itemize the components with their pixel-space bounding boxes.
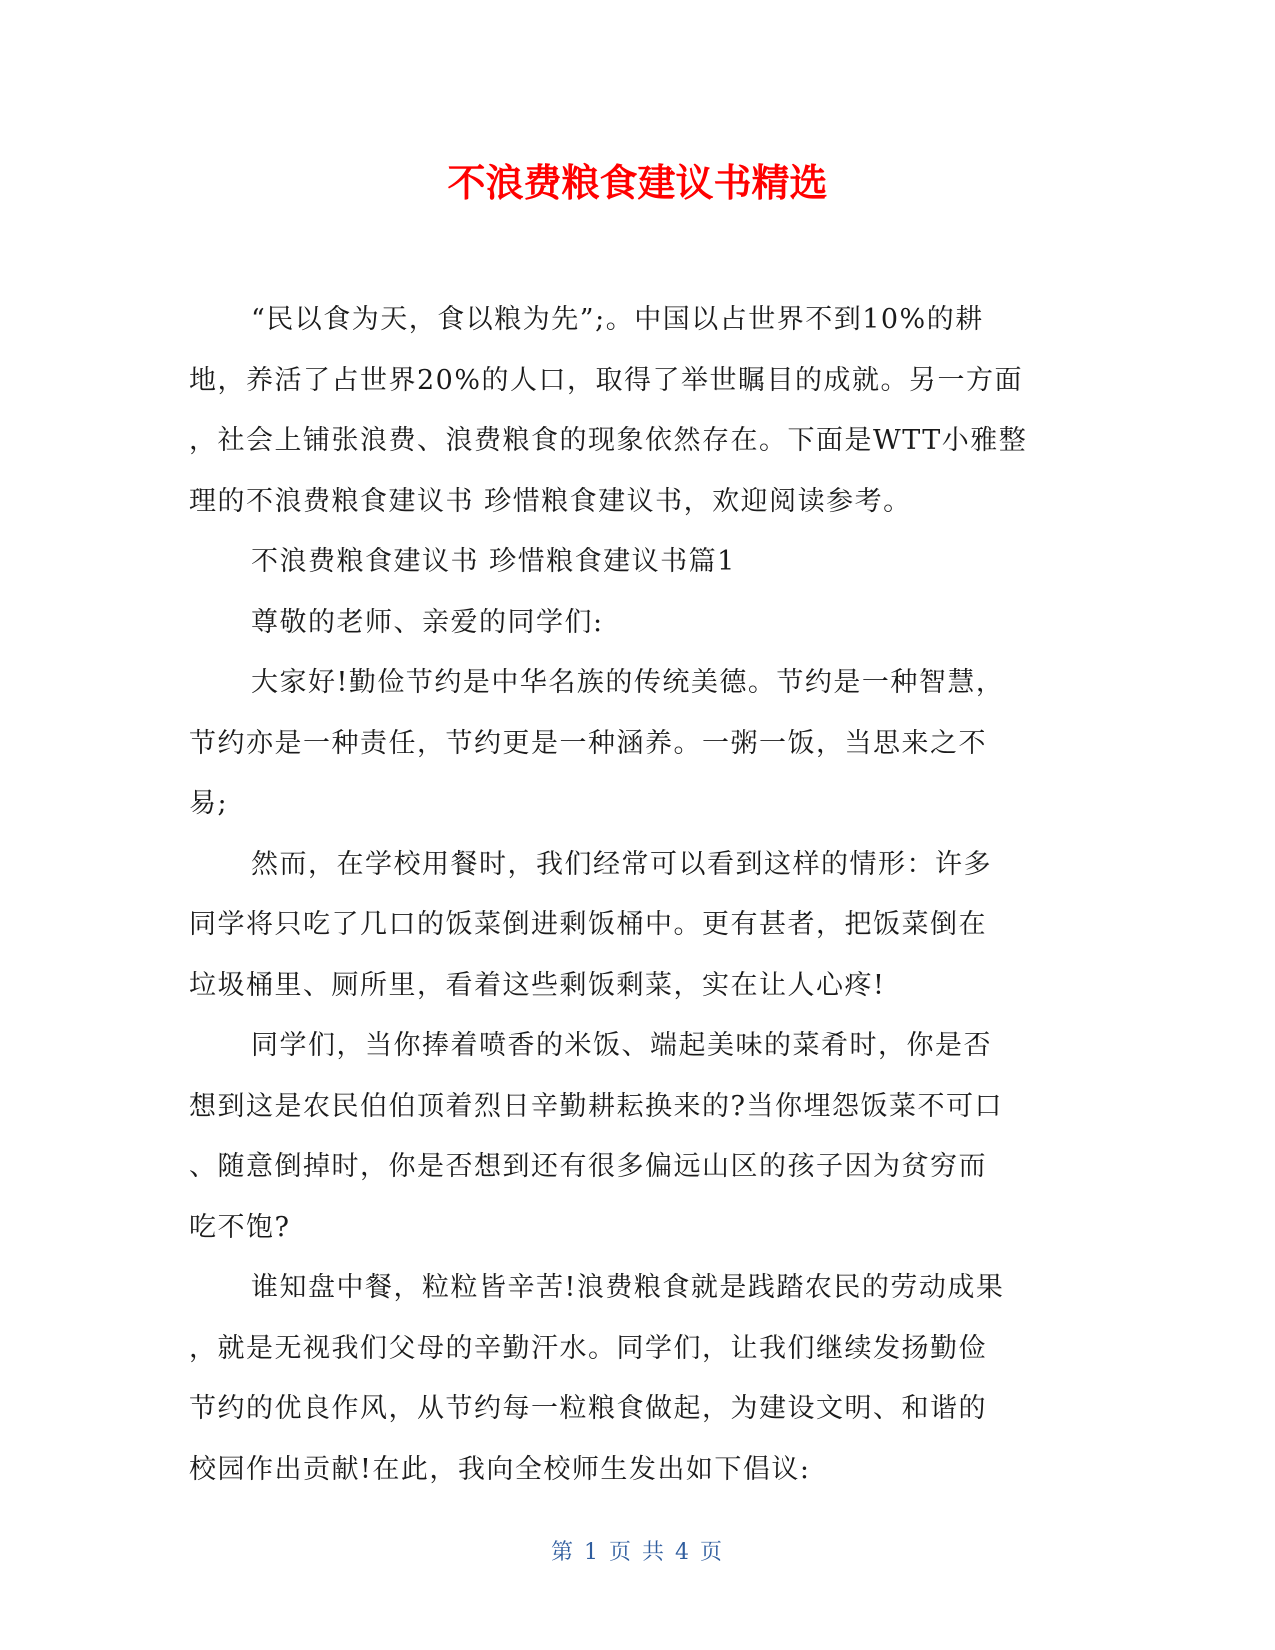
body-paragraph: 谁知盘中餐，粒粒皆辛苦!浪费粮食就是践踏农民的劳动成果 ，就是无视我们父母的辛勤汗水。同学们，让我们继续发扬勤俭 节约的优良作风，从节约每一粒粮食做起，为建设文明、和谐的 校园作出贡献!在此，我向全校师生发出如下倡议: [189, 1272, 1005, 1485]
document-title: 不浪费粮食建议书精选 [447, 161, 828, 205]
footer-suffix: 页 [700, 1540, 725, 1565]
body-paragraph: 同学们，当你捧着喷香的米饭、端起美味的菜肴时，你是否 想到这是农民伯伯顶着烈日辛勤耕耘换来的?当你埋怨饭菜不可口 、随意倒掉时，你是否想到还有很多偏远山区的孩子因为贫穷而 吃不饱? [189, 1030, 1003, 1243]
body-paragraph: 然而，在学校用餐时，我们经常可以看到这样的情形：许多 同学将只吃了几口的饭菜倒进剩饭桶中。更有甚者，把饭菜倒在 垃圾桶里、厕所里，看着这些剩饭剩菜，实在让人心疼! [189, 848, 992, 1001]
footer-current-page: 1 [584, 1540, 600, 1565]
salutation: 尊敬的老师、亲爱的同学们: [251, 606, 604, 638]
footer-total-pages: 4 [675, 1540, 691, 1565]
body-paragraph: 大家好!勤俭节约是中华名族的传统美德。节约是一种智慧， 节约亦是一种责任，节约更是一种涵养。一粥一饭，当思来之不 易; [189, 667, 1005, 819]
footer-middle: 页 共 [609, 1540, 666, 1565]
page-footer [0, 1538, 1275, 1568]
section-heading: 不浪费粮食建议书 珍惜粮食建议书篇1 [251, 546, 736, 577]
footer-prefix: 第 [550, 1540, 575, 1565]
intro-paragraph: “民以食为天，食以粮为先”;。中国以占世界不到10%的耕 地，养活了占世界20%的人口，取得了举世瞩目的成就。另一方面 ，社会上铺张浪费、浪费粮食的现象依然存在。下面是WTT小雅整 理的不浪费粮食建议书 珍惜粮食建议书，欢迎阅读参考。 [189, 304, 1028, 517]
document-body [189, 290, 1069, 1500]
